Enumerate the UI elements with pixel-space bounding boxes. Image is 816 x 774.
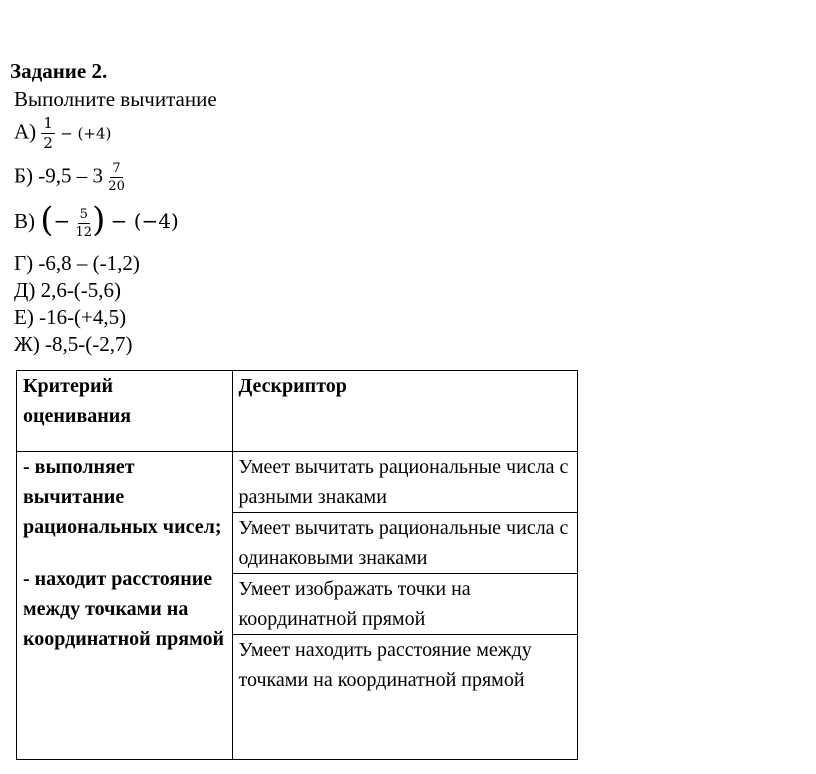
task-b-label: Б) -9,5 – 3 (14, 163, 104, 188)
task-c-label: В) (14, 208, 35, 233)
task-title: Задание 2. (10, 59, 108, 83)
fraction-numerator: 1 (43, 114, 53, 132)
task-g: Ж) -8,5-(-2,7) (14, 332, 133, 356)
header-criterion: Критерий оценивания (17, 371, 233, 452)
open-paren: ( (40, 200, 54, 240)
task-instruction: Выполните вычитание (14, 87, 217, 111)
descriptor-1: Умеет вычитать рациональные числа с разными знаками (232, 452, 578, 513)
fraction-denominator: 20 (108, 179, 125, 194)
criterion-1: - выполняет вычитание рациональных чисел; (23, 456, 222, 538)
header-descriptor: Дескриптор (232, 371, 578, 452)
criteria-cell (17, 452, 233, 760)
task-b (14, 162, 125, 193)
descriptor-2: Умеет вычитать рациональные числа с одинаковыми знаками (232, 513, 578, 574)
table-header-row (17, 371, 578, 452)
fraction-numerator: 7 (112, 161, 121, 176)
task-c-rest: − (−4) (110, 208, 179, 233)
task-a-fraction (41, 116, 55, 151)
criterion-2: - находит расстояние между точками на координатной прямой (23, 568, 224, 650)
task-b-fraction (108, 162, 125, 193)
fraction-denominator: 12 (75, 224, 93, 240)
minus-sign: − (53, 208, 71, 233)
fraction-numerator: 5 (79, 206, 88, 222)
task-a-label: А) (14, 119, 37, 144)
close-paren: ) (92, 200, 106, 240)
descriptor-3: Умеет изображать точки на координатной прямой (232, 574, 578, 635)
task-f: Е) -16-(+4,5) (14, 305, 127, 329)
rubric-table (16, 370, 578, 760)
task-c-fraction (76, 208, 93, 239)
descriptor-4: Умеет находить расстояние между точками на координатной прямой (232, 635, 578, 760)
fraction-denominator: 2 (43, 134, 53, 152)
task-d: Г) -6,8 – (-1,2) (14, 251, 140, 275)
task-c (14, 200, 179, 240)
task-a-rest: − (+4) (60, 124, 112, 143)
table-row (17, 452, 578, 513)
task-e: Д) 2,6-(-5,6) (14, 278, 122, 302)
task-a (14, 116, 111, 151)
